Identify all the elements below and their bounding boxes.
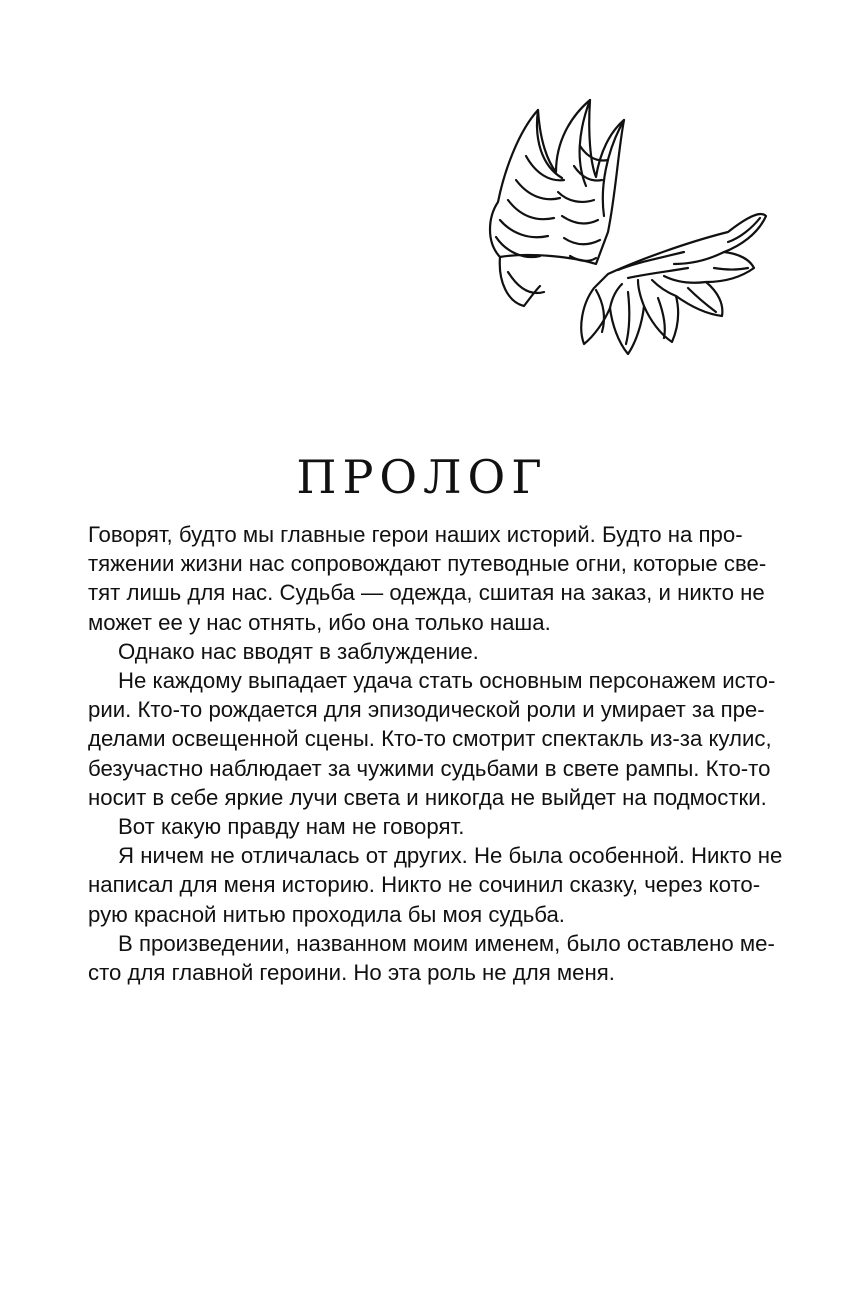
text-line: написал для меня историю. Никто не сочинил сказку, через кото-	[88, 872, 761, 898]
angel-wings-icon	[478, 92, 768, 382]
upper-wing	[490, 100, 624, 306]
text-line: сто для главной героини. Но эта роль не для меня.	[88, 960, 615, 986]
text-line: Однако нас вводят в заблуждение.	[118, 638, 479, 664]
lower-wing	[581, 214, 766, 354]
text-line: рии. Кто-то рождается для эпизодической роли и умирает за пре-	[88, 697, 765, 723]
body-text	[88, 520, 783, 987]
text-line: В произведении, названном моим именем, было оставлено ме-	[118, 930, 775, 956]
text-line: рую красной нитью проходила бы моя судьба.	[88, 901, 565, 927]
text-line: Не каждому выпадает удача стать основным персонажем исто-	[118, 668, 776, 694]
text-line: Я ничем не отличалась от других. Не была особенной. Никто не	[118, 843, 783, 869]
text-line: Вот какую правду нам не говорят.	[118, 814, 465, 840]
text-line: делами освещенной сцены. Кто-то смотрит спектакль из-за кулис,	[88, 726, 772, 752]
text-line: безучастно наблюдает за чужими судьбами в свете рампы. Кто-то	[88, 755, 771, 781]
text-line: тяжении жизни нас сопровождают путеводные огни, которые све-	[88, 551, 767, 577]
chapter-title: ПРОЛОГ	[296, 450, 548, 504]
text-line: Говорят, будто мы главные герои наших историй. Будто на про-	[88, 522, 743, 547]
text-line: тят лишь для нас. Судьба — одежда, сшитая на заказ, и никто не	[88, 580, 765, 606]
text-line: носит в себе яркие лучи света и никогда не выйдет на подмостки.	[88, 784, 767, 810]
text-line: может ее у нас отнять, ибо она только наша.	[88, 609, 551, 635]
